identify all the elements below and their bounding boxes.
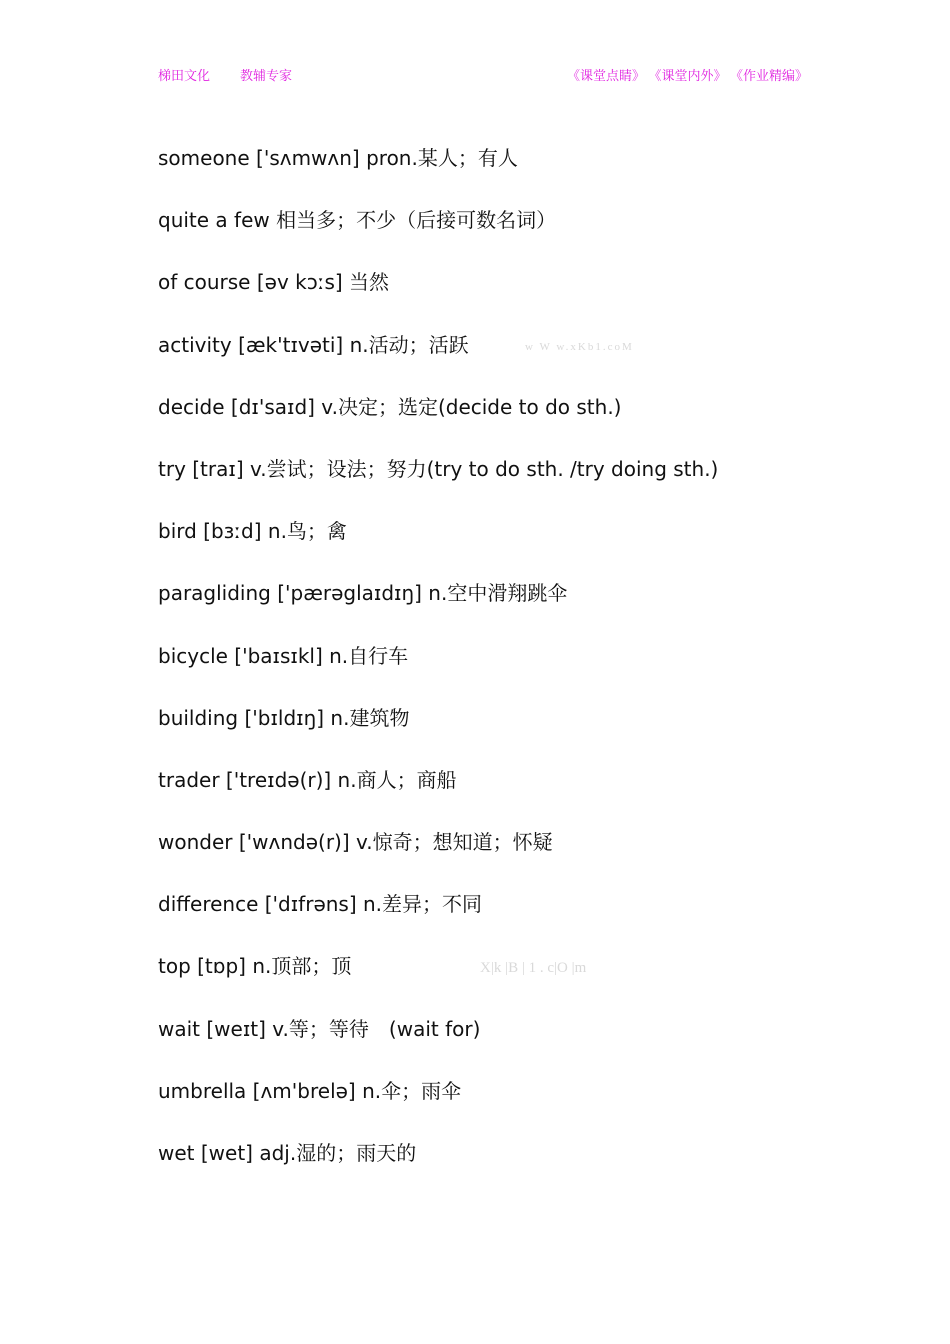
- header-book-title: 《课堂点睛》: [566, 69, 645, 84]
- vocab-entry: trader ['treɪdə(r)] n.商人；商船: [158, 767, 457, 792]
- vocabulary-list: [158, 141, 718, 1198]
- header-right: [567, 65, 808, 84]
- vocab-entry: building ['bɪldɪŋ] n.建筑物: [158, 705, 410, 730]
- vocab-entry: quite a few 相当多；不少（后接可数名词）: [158, 208, 557, 233]
- vocab-entry: difference ['dɪfrəns] n.差异；不同: [158, 892, 483, 917]
- page-header: [158, 65, 808, 87]
- vocab-entry: wonder ['wʌndə(r)] v.惊奇；想知道；怀疑: [158, 830, 553, 855]
- vocab-entry: bicycle ['baɪsɪkl] n.自行车: [158, 643, 409, 668]
- vocab-entry: umbrella [ʌm'brelə] n.伞；雨伞: [158, 1078, 462, 1103]
- vocab-entry: activity [æk'tɪvəti] n.活动；活跃: [158, 332, 469, 357]
- vocab-entry: top [tɒp] n.顶部；顶: [158, 954, 352, 979]
- header-book-title: 《作业精编》: [736, 69, 808, 84]
- vocab-entry: wet [wet] adj.湿的；雨天的: [158, 1141, 417, 1165]
- vocab-entry: wait [weɪt] v.等；等待 (wait for): [158, 1016, 481, 1041]
- header-slogan: 教辅专家: [240, 69, 293, 84]
- header-left: [158, 65, 292, 84]
- header-book-title: 《课堂内外》: [654, 69, 727, 84]
- vocab-entry: try [traɪ] v.尝试；设法；努力(try to do sth. /try doing sth.): [158, 456, 719, 481]
- vocab-entry: bird [bɜːd] n.鸟；禽: [158, 519, 347, 544]
- vocab-entry: of course [əv kɔːs] 当然: [158, 270, 390, 295]
- vocab-entry: someone ['sʌmwʌn] pron.某人；有人: [158, 146, 518, 170]
- header-publisher: 梯田文化: [158, 69, 211, 84]
- watermark-text: w W w.xKb1.coM: [525, 341, 634, 353]
- watermark-text: X|k |B | 1 . c|O |m: [480, 960, 587, 976]
- vocab-entry: decide [dɪ'saɪd] v.决定；选定(decide to do sth.): [158, 394, 622, 419]
- vocab-entry: paragliding ['pærəglaɪdɪŋ] n.空中滑翔跳伞: [158, 581, 568, 606]
